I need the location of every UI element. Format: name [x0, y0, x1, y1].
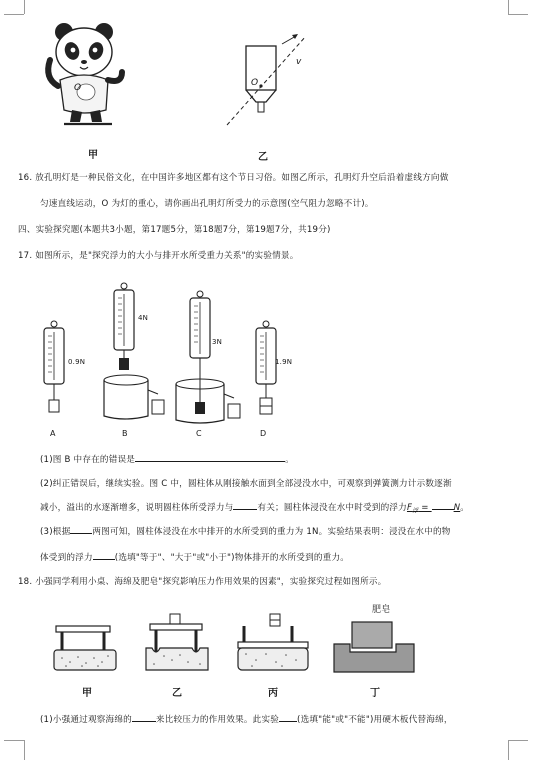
caption-yi-top: 乙 — [258, 152, 268, 163]
q18-intro: 18. 小强同学利用小桌、海绵及肥皂"探究影响压力作用效果的因素"，实验探究过程如图所示。 — [18, 577, 387, 587]
q17-part3-text-b: 两图可知，圆柱体浸没在水中排开的水所受到的重力为 1N。实验结果表明：浸没在水中的物 — [92, 527, 451, 537]
q17-part1 — [40, 452, 294, 466]
caption-q18-yi: 乙 — [172, 688, 182, 699]
q17-part3-text-d: (选填"等于"、"大于"或"小于")物体排开的水所受到的重力。 — [114, 553, 350, 563]
crop-mark-top-left-h — [4, 14, 24, 15]
lantern-figure — [222, 30, 312, 130]
crop-mark-bottom-left-v — [24, 740, 25, 760]
q18-part1-text-c: (选填"能"或"不能")用硬木板代替海绵， — [297, 715, 453, 725]
panda-figure — [42, 18, 132, 133]
q18-part1 — [40, 712, 453, 726]
panel-label-b: B — [122, 429, 128, 438]
q17-part3-text-c: 体受到的浮力 — [40, 553, 93, 563]
spring-scale-c — [176, 290, 246, 434]
caption-jia-top: 甲 — [88, 150, 98, 161]
crop-mark-bottom-right-v — [508, 740, 509, 760]
q17-intro: 17. 如图所示，是"探究浮力的大小与排开水所受重力关系"的实验情景。 — [18, 251, 299, 261]
q17-part2-unit: N — [453, 503, 461, 513]
q17-part1-end: 。 — [285, 455, 294, 465]
q17-part3-line2 — [40, 550, 349, 564]
q17-part2-line1: (2)纠正错误后，继续实验。图 C 中，圆柱体从刚接触水面到全部浸没水中，可观察到弹簧测力计示数逐渐 — [40, 479, 452, 489]
q17-part2-blank1[interactable] — [233, 500, 257, 510]
crop-mark-top-right-v — [508, 0, 509, 14]
crop-mark-top-left-v — [24, 0, 25, 14]
q17-part2-text-a: 减小，溢出的水逐渐增多，说明圆柱体所受浮力与 — [40, 503, 234, 513]
q17-part2-text-b: 有关；圆柱体浸没在水中时受到的浮力 — [257, 503, 407, 513]
q18-part1-text-b: 来比较压力的作用效果。此实验 — [155, 715, 280, 725]
caption-q18-bing: 丙 — [268, 688, 278, 699]
reading-b: 4N — [138, 314, 149, 322]
sponge-table-bing — [234, 610, 314, 678]
q17-part2-eq: = — [418, 503, 432, 513]
lantern-point-label: O — [251, 78, 259, 88]
sponge-soap-ding — [330, 618, 420, 678]
reading-c: 3N — [212, 338, 223, 346]
reading-d: 1.9N — [275, 358, 293, 366]
panel-label-a: A — [50, 429, 56, 438]
q17-part2-blank2[interactable] — [432, 500, 454, 510]
q17-part3-blank2[interactable] — [93, 550, 115, 560]
panda-point-label: O — [74, 83, 82, 93]
caption-q18-ding: 丁 — [370, 688, 380, 699]
spring-scale-b — [104, 282, 174, 432]
q17-part3-text-a: (3)根据 — [40, 527, 71, 537]
caption-q18-jia: 甲 — [82, 688, 92, 699]
q18-part1-text-a: (1)小强通过观察海绵的 — [40, 715, 132, 725]
q17-part1-text: (1)图 B 中存在的错误是 — [40, 455, 136, 465]
panel-label-d: D — [260, 429, 267, 438]
buoyancy-symbol: $F_浮$ — [406, 503, 419, 515]
crop-mark-bottom-right-h — [508, 740, 528, 741]
q17-part1-blank[interactable] — [135, 452, 285, 462]
velocity-label: v — [296, 57, 302, 67]
q18-part1-blank1[interactable] — [132, 712, 156, 722]
sponge-table-yi — [144, 610, 214, 678]
section4-heading: 四、实验探究题(本题共3小题，第17题5分，第18题7分，第19题7分，共19分) — [18, 225, 331, 235]
q17-part3-blank1[interactable] — [70, 524, 92, 534]
q17-part2-line2 — [40, 500, 469, 518]
q16-line2: 匀速直线运动，O 为灯的重心，请你画出孔明灯所受力的示意图(空气阻力忽略不计)。 — [40, 199, 374, 209]
soap-label: 肥皂 — [372, 605, 391, 615]
q18-part1-blank2[interactable] — [279, 712, 297, 722]
sponge-table-jia — [52, 618, 122, 678]
spring-scale-d — [252, 320, 282, 432]
panel-label-c: C — [196, 429, 202, 438]
q16-line1: 16. 放孔明灯是一种民俗文化，在中国许多地区都有这个节日习俗。如图乙所示，孔明灯升空后沿着虚线方向做 — [18, 173, 449, 183]
q17-part2-end: 。 — [460, 503, 470, 513]
q17-part3-line1 — [40, 524, 451, 538]
crop-mark-bottom-left-h — [4, 740, 24, 741]
spring-scale-a — [40, 320, 70, 430]
reading-a: 0.9N — [68, 358, 86, 366]
crop-mark-top-right-h — [508, 14, 528, 15]
